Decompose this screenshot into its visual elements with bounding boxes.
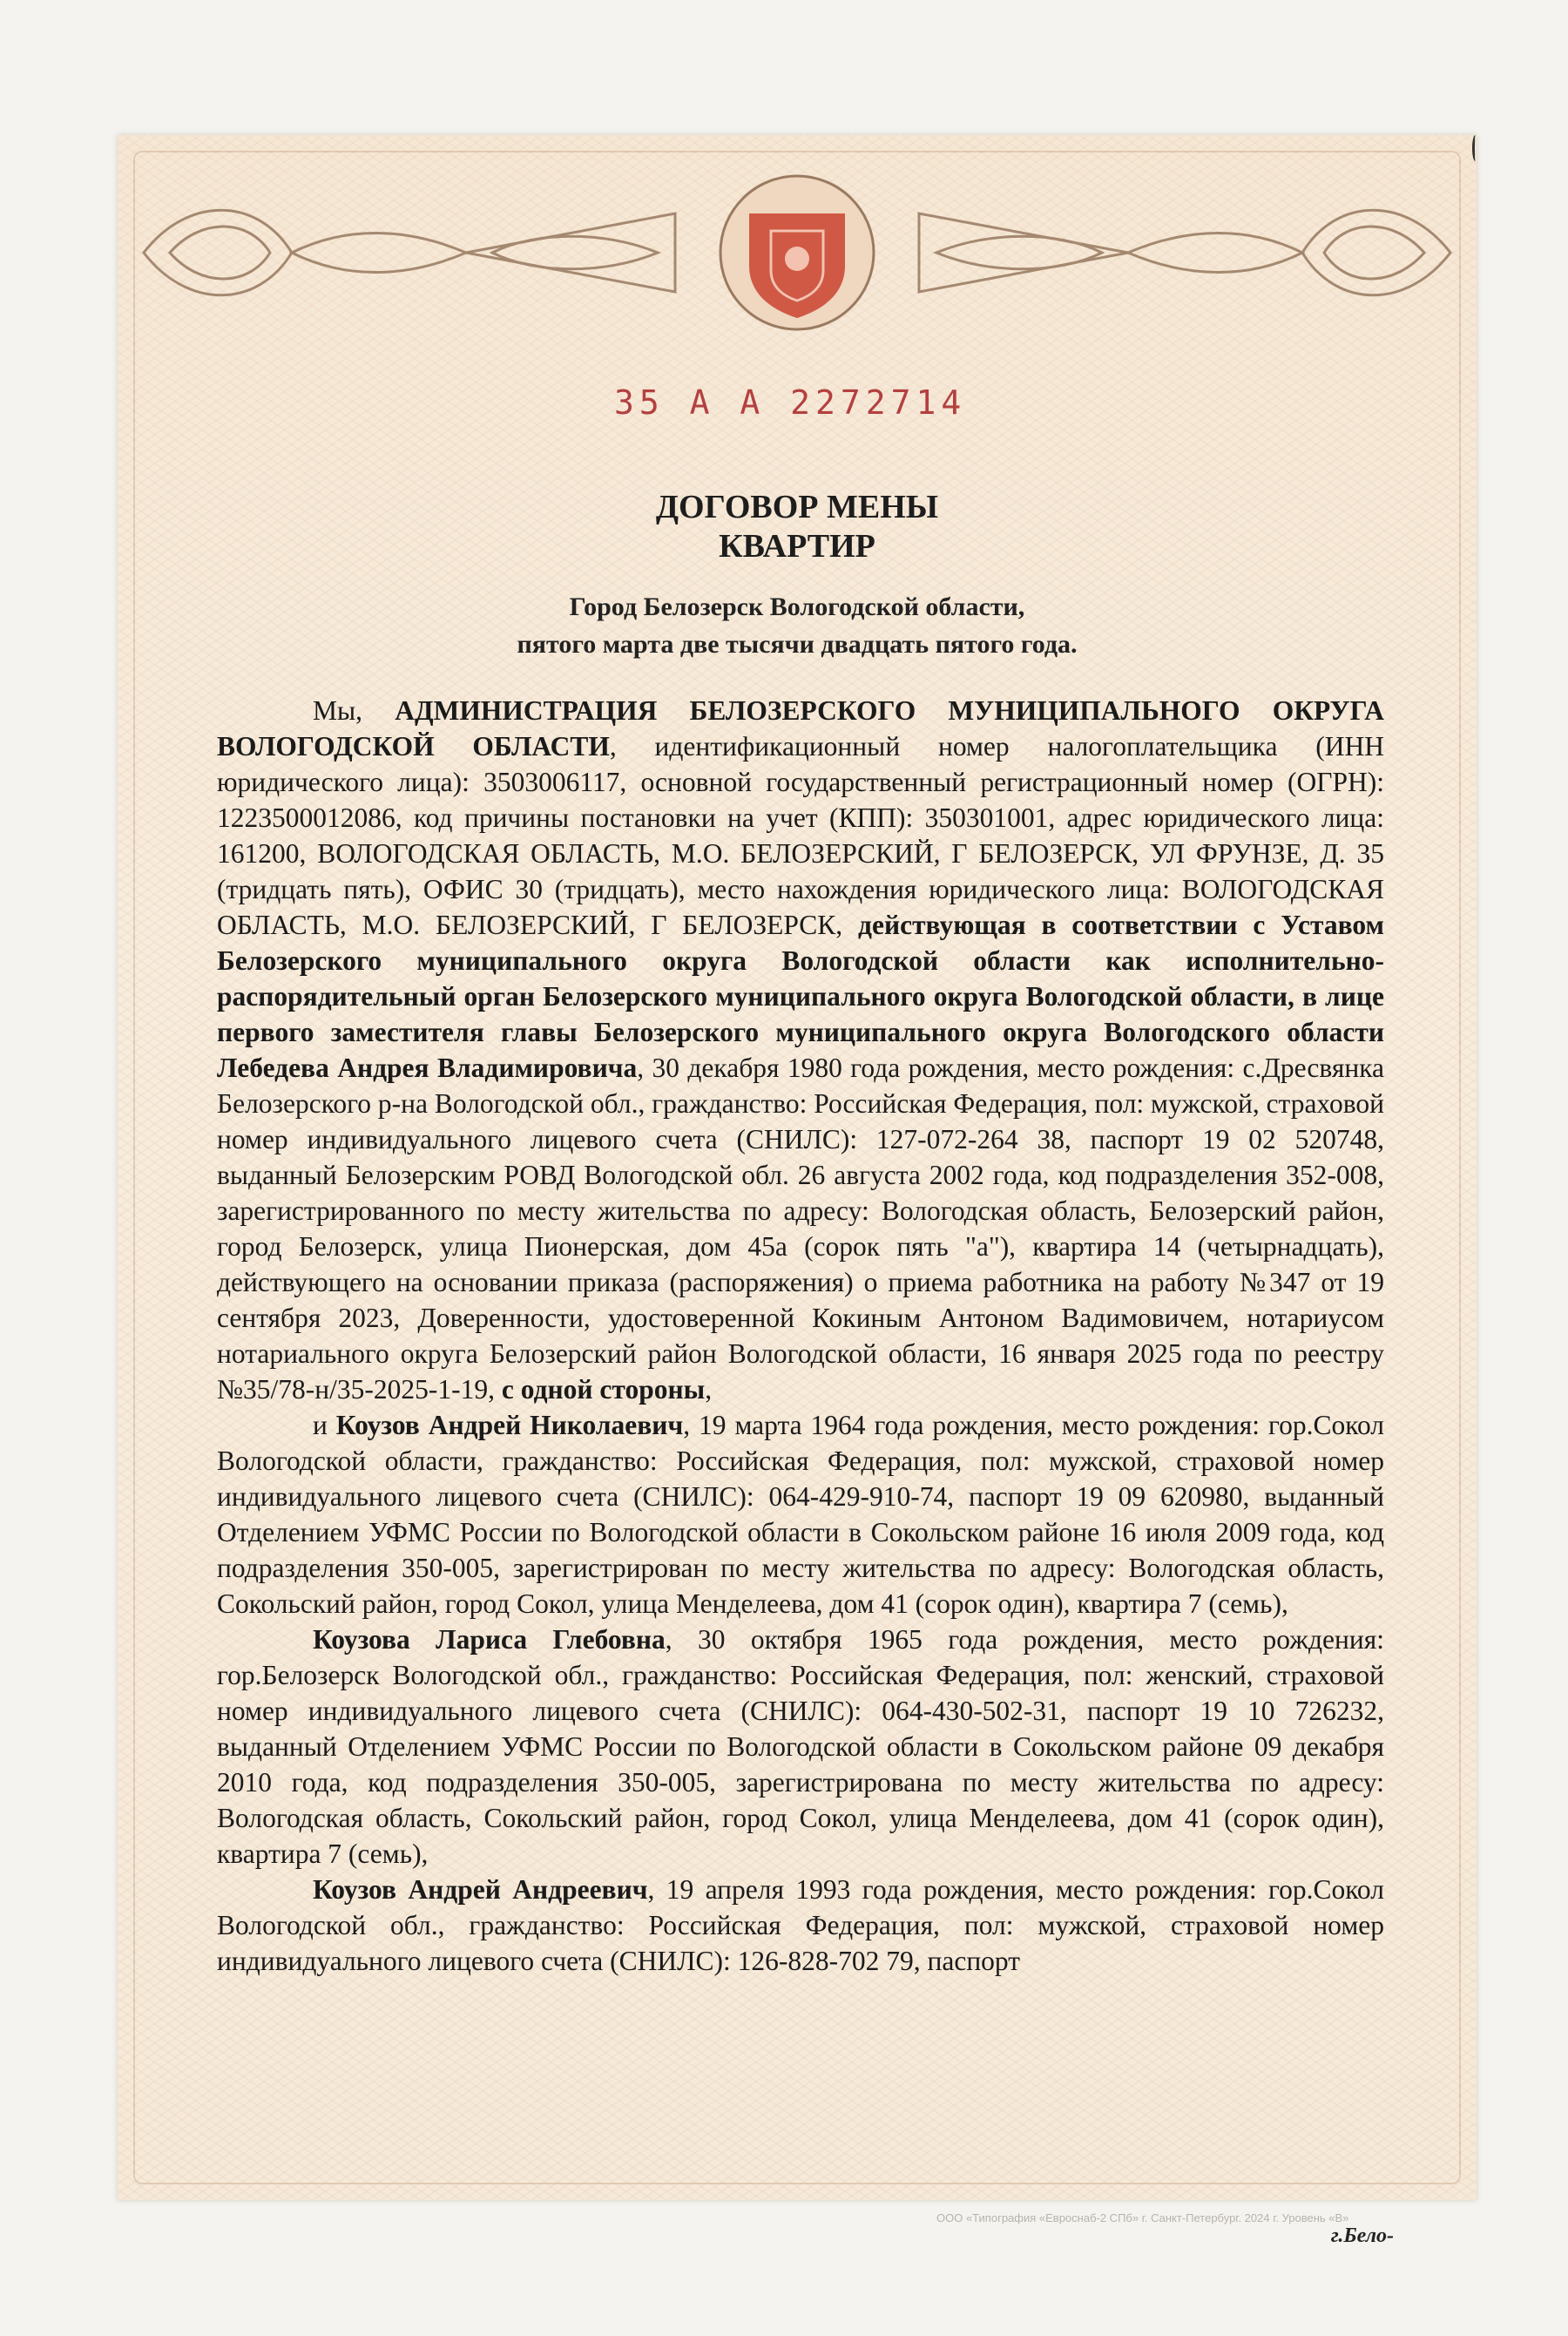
party-four-paragraph — [217, 1872, 1384, 1979]
side-label: с одной стороны — [501, 1374, 706, 1405]
party-name: Коузов Андрей Андреевич — [313, 1874, 648, 1905]
party-one-paragraph — [217, 693, 1384, 1407]
document-title-line2: КВАРТИР — [719, 528, 875, 565]
printer-imprint: ООО «Типография «Евроснаб-2 СПб» г. Санкт-Петербург. 2024 г. Уровень «В» — [936, 2211, 1349, 2224]
right-ornament-band — [919, 210, 1450, 295]
party-details: , 30 октября 1965 года рождения, место рождения: гор.Белозерск Вологодской обл., гражданство: Российская Федерация, пол: женский, страховой номер индивидуального лицевого счета (СНИЛС): 064-430-502-31, паспорт 19 10 726232, выданный Отделением УФМС России по Вологодской области в Сокольском районе 09 декабря 2010 года, код подразделения 350-005, зарегистрирована по месту жительства по адресу: Вологодская область, Сокольский район, город Сокол, улица Менделеева, дом 41 (сорок один), квартира 7 (семь), — [217, 1624, 1384, 1869]
paragraph-end: , — [705, 1374, 713, 1405]
intro-text: и — [313, 1410, 336, 1440]
page-continuation-mark: г.Бело- — [1330, 2224, 1394, 2247]
coat-of-arms-emblem — [720, 176, 874, 329]
pen-mark — [1472, 135, 1478, 161]
document-title-line1: ДОГОВОР МЕНЫ — [655, 489, 939, 525]
party-three-paragraph — [217, 1622, 1384, 1872]
contract-body — [217, 693, 1384, 1979]
left-ornament-band — [144, 210, 675, 295]
authority-basis: действующая в соответствии с Уставом Белозерского муниципального округа Вологодской области как исполнительно-распорядительный орган Белозерского муниципального округа Вологодской области, в лице первого заместителя главы Белозерского муниципального округа Вологодского области Лебедева Андрея Владимировича — [217, 910, 1384, 1083]
party-details: , 19 апреля 1993 года рождения, место рождения: гор.Сокол Вологодской обл., гражданство: Российская Федерация, пол: мужской, страховой номер индивидуального лицевого счета (СНИЛС): 126-828-702 79, паспорт — [217, 1874, 1384, 1976]
representative-details: , 30 декабря 1980 года рождения, место рождения: с.Дресвянка Белозерского р-на Вологодской обл., гражданство: Российская Федерация, пол: мужской, страховой номер индивидуального лицевого счета (СНИЛС): 127-072-264 38, паспорт 19 02 520748, выданный Белозерским РОВД Вологодской обл. 26 августа 2002 года, код подразделения 352-008, зарегистрированного по месту жительства по адресу: Вологодская область, Белозерский район, город Белозерск, улица Пионерская, дом 45а (сорок пять "а"), квартира 14 (четырнадцать), действующего на основании приказа (распоряжения) о приема работника на работу №347 от 19 сентября 2023, Доверенности, удостоверенной Кокиным Антоном Вадимовичем, нотариусом нотариального округа Белозерский район Вологодской области, 16 января 2025 года по реестру №35/78-н/35-2025-1-19, — [217, 1053, 1384, 1405]
place-line: Город Белозерск Вологодской области, — [569, 592, 1025, 621]
organization-details: , идентификационный номер налогоплательщика (ИНН юридического лица): 3503006117, основной государственный регистрационный номер (ОГРН): 1223500012086, код причины постановки на учет (КПП): 350301001, адрес юридического лица: 161200, ВОЛОГОДСКАЯ ОБЛАСТЬ, М.О. БЕЛОЗЕРСКИЙ, Г БЕЛОЗЕРСК, УЛ ФРУНЗЕ, Д. 35 (тридцать пять), ОФИС 30 (тридцать), место нахождения юридического лица: ВОЛОГОДСКАЯ ОБЛАСТЬ, М.О. БЕЛОЗЕРСКИЙ, Г БЕЛОЗЕРСК, — [217, 731, 1384, 940]
organization-name: АДМИНИСТРАЦИЯ БЕЛОЗЕРСКОГО МУНИЦИПАЛЬНОГО ОКРУГА ВОЛОГОДСКОЙ ОБЛАСТИ — [217, 695, 1384, 762]
date-line: пятого марта две тысячи двадцать пятого года. — [517, 630, 1078, 659]
party-details: , 19 марта 1964 года рождения, место рождения: гор.Сокол Вологодской области, гражданство: Российская Федерация, пол: мужской, страховой номер индивидуального лицевого счета (СНИЛС): 064-429-910-74, паспорт 19 09 620980, выданный Отделением УФМС России по Вологодской области в Сокольском районе 16 июля 2009 года, код подразделения 350-005, зарегистрирован по месту жительства по адресу: Вологодская область, Сокольский район, город Сокол, улица Менделеева, дом 41 (сорок один), квартира 7 (семь), — [217, 1410, 1384, 1619]
party-two-paragraph — [217, 1407, 1384, 1622]
header-ornament — [118, 161, 1477, 344]
party-name: Коузов Андрей Николаевич — [335, 1410, 684, 1440]
form-serial-number: 35 А А 2272714 — [614, 383, 967, 422]
intro-text: Мы, — [313, 695, 395, 726]
party-name: Коузова Лариса Глебовна — [313, 1624, 666, 1655]
